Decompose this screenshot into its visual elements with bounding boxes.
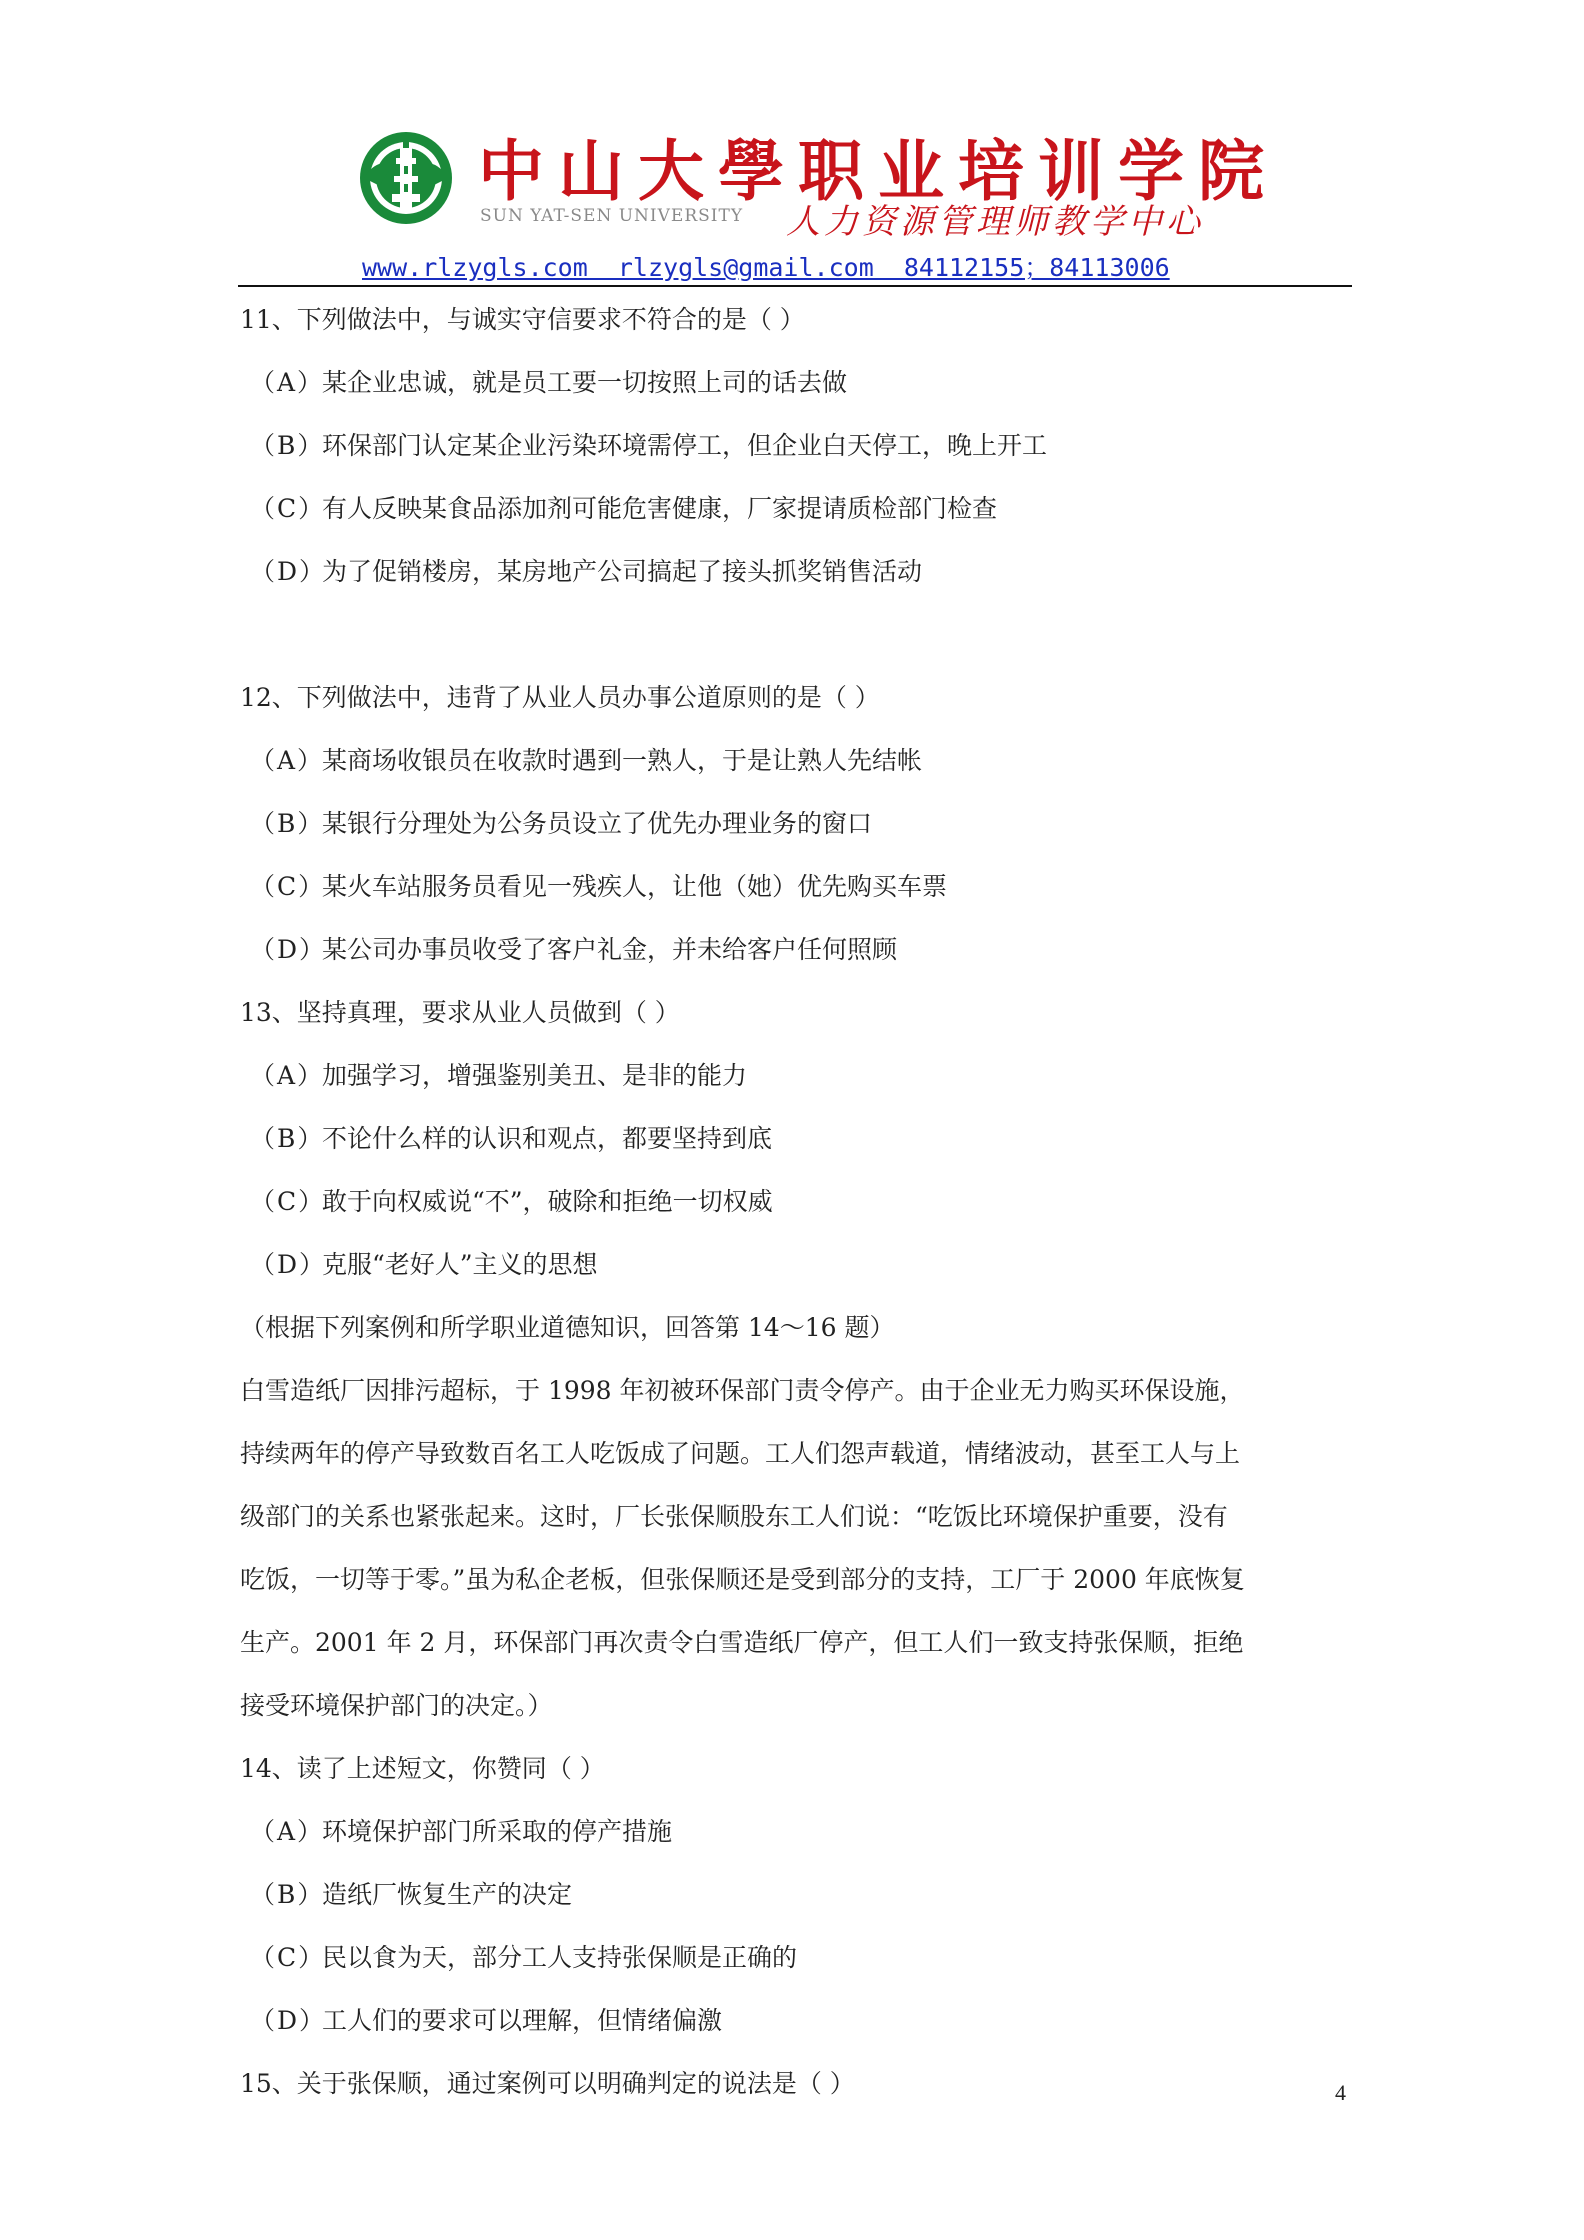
option-text: 民以食为天，部分工人支持张保顺是正确的 bbox=[322, 1943, 798, 1972]
case-intro: （根据下列案例和所学职业道德知识，回答第 14～16 题） bbox=[240, 1313, 895, 1342]
option-tag: （B） bbox=[250, 809, 325, 838]
option-tag: （D） bbox=[250, 935, 327, 964]
question-14-option-c bbox=[240, 1926, 1350, 1989]
option-tag: （D） bbox=[250, 1250, 327, 1279]
blank-spacer bbox=[240, 603, 1350, 666]
question-14-stem: 14、读了上述短文，你赞同（ ） bbox=[240, 1754, 605, 1783]
question-12-option-a bbox=[240, 729, 1350, 792]
question-13-option-c bbox=[240, 1170, 1350, 1233]
option-text: 为了促销楼房，某房地产公司搞起了接头抓奖销售活动 bbox=[322, 557, 923, 586]
option-text: 某商场收银员在收款时遇到一熟人，于是让熟人先结帐 bbox=[322, 746, 923, 775]
option-tag: （D） bbox=[250, 2006, 327, 2035]
option-text: 某银行分理处为公务员设立了优先办理业务的窗口 bbox=[322, 809, 873, 838]
option-text: 环保部门认定某企业污染环境需停工，但企业白天停工，晚上开工 bbox=[322, 431, 1048, 460]
contact-links[interactable]: www.rlzygls.com rlzygls@gmail.com 84112155；84113006 bbox=[362, 253, 1170, 282]
option-tag: （B） bbox=[250, 1880, 325, 1909]
question-11-option-c bbox=[240, 477, 1350, 540]
question-15-stem: 15、关于张保顺，通过案例可以明确判定的说法是（ ） bbox=[240, 2069, 855, 2098]
case-paragraph-line: 持续两年的停产导致数百名工人吃饭成了问题。工人们怨声载道，情绪波动，甚至工人与上 bbox=[240, 1439, 1241, 1468]
header-divider bbox=[238, 285, 1352, 287]
document-body bbox=[240, 288, 1350, 2115]
option-tag: （A） bbox=[250, 1817, 325, 1846]
case-paragraph-line: 吃饭，一切等于零。”虽为私企老板，但张保顺还是受到部分的支持，工厂于 2000 年底恢复 bbox=[240, 1565, 1245, 1594]
question-11-option-b bbox=[240, 414, 1350, 477]
option-text: 有人反映某食品添加剂可能危害健康，厂家提请质检部门检查 bbox=[322, 494, 998, 523]
university-emblem-icon bbox=[356, 128, 456, 228]
option-tag: （A） bbox=[250, 746, 325, 775]
option-text: 加强学习，增强鉴别美丑、是非的能力 bbox=[322, 1061, 748, 1090]
option-text: 造纸厂恢复生产的决定 bbox=[322, 1880, 573, 1909]
question-11-option-a bbox=[240, 351, 1350, 414]
option-tag: （A） bbox=[250, 368, 325, 397]
question-14-option-a bbox=[240, 1800, 1350, 1863]
option-tag: （B） bbox=[250, 431, 325, 460]
option-text: 敢于向权威说“不”，破除和拒绝一切权威 bbox=[322, 1187, 773, 1216]
option-tag: （C） bbox=[250, 494, 326, 523]
option-text: 克服“老好人”主义的思想 bbox=[322, 1250, 598, 1279]
question-12-option-d bbox=[240, 918, 1350, 981]
question-14-option-d bbox=[240, 1989, 1350, 2052]
case-paragraph-line: 生产。2001 年 2 月，环保部门再次责令白雪造纸厂停产，但工人们一致支持张保顺，拒绝 bbox=[240, 1628, 1244, 1657]
brand-subtitle: 人力资源管理师教学中心 bbox=[786, 202, 1204, 242]
question-12-option-c bbox=[240, 855, 1350, 918]
option-text: 环境保护部门所采取的停产措施 bbox=[322, 1817, 673, 1846]
question-12-stem: 12、下列做法中，违背了从业人员办事公道原则的是（ ） bbox=[240, 683, 880, 712]
option-tag: （C） bbox=[250, 872, 326, 901]
option-text: 某公司办事员收受了客户礼金，并未给客户任何照顾 bbox=[322, 935, 898, 964]
question-12-option-b bbox=[240, 792, 1350, 855]
option-tag: （D） bbox=[250, 557, 327, 586]
option-tag: （B） bbox=[250, 1124, 325, 1153]
question-11-option-d bbox=[240, 540, 1350, 603]
brand-title: 中山大學职业培训学院 bbox=[478, 132, 1278, 210]
option-tag: （A） bbox=[250, 1061, 325, 1090]
page-number: 4 bbox=[1335, 2080, 1346, 2105]
option-tag: （C） bbox=[250, 1943, 326, 1972]
question-13-option-a bbox=[240, 1044, 1350, 1107]
question-14-option-b bbox=[240, 1863, 1350, 1926]
option-text: 某火车站服务员看见一残疾人，让他（她）优先购买车票 bbox=[322, 872, 948, 901]
option-text: 工人们的要求可以理解，但情绪偏激 bbox=[322, 2006, 723, 2035]
case-paragraph-line: 级部门的关系也紧张起来。这时，厂长张保顺股东工人们说：“吃饭比环境保护重要，没有 bbox=[240, 1502, 1228, 1531]
question-13-option-b bbox=[240, 1107, 1350, 1170]
question-13-option-d bbox=[240, 1233, 1350, 1296]
case-paragraph-line: 接受环境保护部门的决定。） bbox=[240, 1691, 553, 1720]
case-paragraph-line: 白雪造纸厂因排污超标，于 1998 年初被环保部门责令停产。由于企业无力购买环保设施， bbox=[240, 1376, 1245, 1405]
option-text: 不论什么样的认识和观点，都要坚持到底 bbox=[322, 1124, 773, 1153]
option-text: 某企业忠诚，就是员工要一切按照上司的话去做 bbox=[322, 368, 848, 397]
brand-english-name: SUN YAT-SEN UNIVERSITY bbox=[480, 206, 744, 226]
option-tag: （C） bbox=[250, 1187, 326, 1216]
question-11-stem: 11、下列做法中，与诚实守信要求不符合的是（ ） bbox=[240, 305, 805, 334]
question-13-stem: 13、坚持真理，要求从业人员做到（ ） bbox=[240, 998, 680, 1027]
